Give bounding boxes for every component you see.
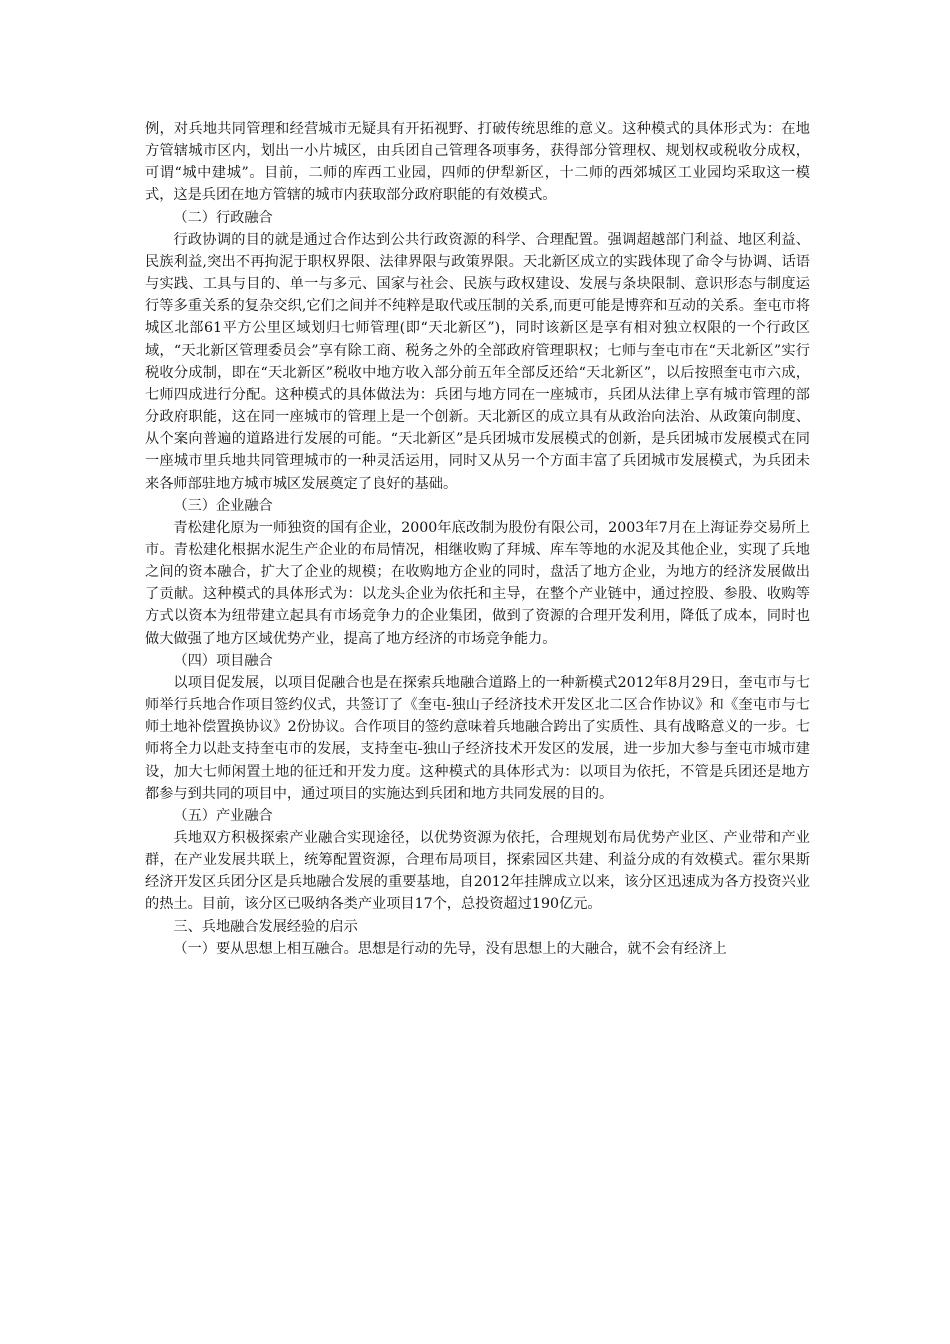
chapter-heading-lessons: 三、兵地融合发展经验的启示	[173, 918, 358, 935]
section-heading-industry-integration: （五）产业融合	[173, 807, 273, 824]
section-heading-project-integration: （四）项目融合	[173, 652, 273, 669]
section-heading-enterprise-integration: （三）企业融合	[173, 497, 273, 514]
paragraph-enterprise-integration: 青松建化原为一师独资的国有企业，2000年底改制为股份有限公司，2003年7月在上海证券交易所上市。青松建化根据水泥生产企业的布局情况，相继收购了拜城、库车等地的水泥及其他企业，实现了兵地之间的资本融合，扩大了企业的规模；在收购地方企业的同时，盘活了地方企业，为地方的经济发展做出了贡献。这种模式的具体形式为：以龙头企业为依托和主导，在整个产业链中，通过控股、参股、收购等方式以资本为纽带建立起具有市场竞争力的企业集团，做到了资源的合理开发利用，降低了成本，同时也做大做强了地方区域优势产业，提高了地方经济的市场竞争能力。	[145, 519, 810, 647]
paragraph-continued: 例，对兵地共同管理和经营城市无疑具有开拓视野、打破传统思维的意义。这种模式的具体形式为：在地方管辖城市区内，划出一小片城区，由兵团自己管理各项事务，获得部分管理权、规划权或税收分成权，可谓“城中建城”。目前，二师的库西工业园，四师的伊犁新区，十二师的西郊城区工业园均采取这一模式，这是兵团在地方管辖的城市内获取部分政府职能的有效模式。	[145, 121, 810, 204]
paragraph-project-integration: 以项目促发展，以项目促融合也是在探索兵地融合道路上的一种新模式2012年8月29日，奎屯市与七师举行兵地合作项目签约仪式，共签订了《奎屯-独山子经济技术开发区北二区合作协议》和《奎屯市与七师土地补偿置换协议》2份协议。合作项目的签约意味着兵地融合跨出了实质性、具有战略意义的一步。七师将全力以赴支持奎屯市的发展，支持奎屯-独山子经济技术开发区的发展，进一步加大参与奎屯市城市建设，加大七师闲置土地的征迁和开发力度。这种模式的具体形式为：以项目为依托，不管是兵团还是地方都参与到共同的项目中，通过项目的实施达到兵团和地方共同发展的目的。	[145, 674, 810, 802]
paragraph-lessons-start: （一）要从思想上相互融合。思想是行动的先导，没有思想上的大融合，就不会有经济上	[173, 940, 727, 957]
section-heading-administrative-integration: （二）行政融合	[173, 209, 273, 226]
document-page	[145, 118, 810, 960]
paragraph-industry-integration: 兵地双方积极探索产业融合实现途径，以优势资源为依托，合理规划布局优势产业区、产业带和产业群，在产业发展共联上，统筹配置资源，合理布局项目，探索园区共建、利益分成的有效模式。霍尔果斯经济开发区兵团分区是兵地融合发展的重要基地，自2012年挂牌成立以来，该分区迅速成为各方投资兴业的热土。目前，该分区已吸纳各类产业项目17个，总投资超过190亿元。	[145, 830, 810, 913]
paragraph-administrative-integration: 行政协调的目的就是通过合作达到公共行政资源的科学、合理配置。强调超越部门利益、地区利益、民族利益,突出不再拘泥于职权界限、法律界限与政策界限。天北新区成立的实践体现了命令与协调、话语与实践、工具与目的、单一与多元、国家与社会、民族与政权建设、发展与条块限制、意识形态与制度运行等多重关系的复杂交织,它们之间并不纯粹是取代或压制的关系,而更可能是博弈和互动的关系。奎屯市将城区北部61平方公里区域划归七师管理(即“天北新区”)，同时该新区是享有相对独立权限的一个行政区域，“天北新区管理委员会”享有除工商、税务之外的全部政府管理职权；七师与奎屯市在“天北新区”实行税收分成制，即在“天北新区”税收中地方收入部分前五年全部反还给“天北新区”，以后按照奎屯市六成，七师四成进行分配。这种模式的具体做法为：兵团与地方同在一座城市，兵团从法律上享有城市管理的部分政府职能，这在同一座城市的管理上是一个创新。天北新区的成立具有从政治向法治、从政策向制度、从个案向普遍的道路进行发展的可能。“天北新区”是兵团城市发展模式的创新，是兵团城市发展模式在同一座城市里兵地共同管理城市的一种灵活运用，同时又从另一个方面丰富了兵团城市发展模式，为兵团未来各师部驻地方城市城区发展奠定了良好的基础。	[145, 231, 810, 492]
